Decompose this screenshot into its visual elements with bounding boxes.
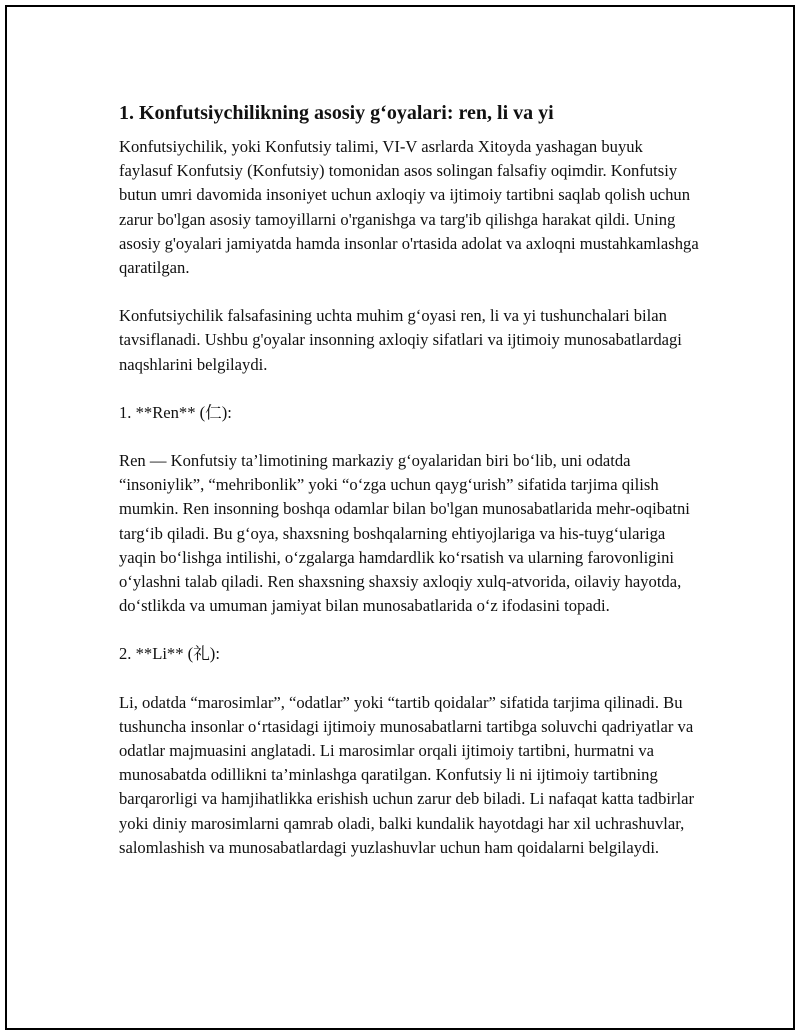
document-content — [119, 99, 699, 884]
document-title: 1. Konfutsiychilikning asosiy g‘oyalari: ren, li va yi — [119, 102, 554, 124]
paragraph-intro: Konfutsiychilik, yoki Konfutsiy talimi, VI-V asrlarda Xitoyda yashagan buyuk faylasuf Konfutsiy (Konfutsiy) tomonidan asos solingan falsafiy oqimdir. Konfutsiy butun umri davomida insoniyet uchun axloqiy va ijtimoiy tartibni saqlab qolish uchun zarur bo'lgan asosiy tamoyillarni o'rganishga va targ'ib qilishga harakat qildi. Uning asosiy g'oyalari jamiyatda hamda insonlar o'rtasida adolat va axloqni mustahkamlashga qaratilgan. — [119, 137, 699, 278]
section-heading-li: 2. **Li** (礼): — [119, 644, 220, 664]
section-heading-ren: 1. **Ren** (仁): — [119, 402, 232, 422]
paragraph-three-ideas: Konfutsiychilik falsafasining uchta muhim g‘oyasi ren, li va yi tushunchalari bilan tavsiflanadi. Ushbu g'oyalar insonning axloqiy sifatlari va ijtimoiy munosabatlardagi naqshlarini belgilaydi. — [119, 306, 682, 374]
document-page — [5, 5, 795, 1030]
paragraph-li: Li, odatda “marosimlar”, “odatlar” yoki “tartib qoidalar” sifatida tarjima qilinadi. Bu tushuncha insonlar o‘rtasidagi ijtimoiy munosabatlarni tartibga soluvchi qadriyatlar va odatlar majmuasini anglatadi. Li marosimlar orqali ijtimoiy tartibni, hurmatni va munosabatda odillikni ta’minlashga qaratilgan. Konfutsiy li ni ijtimoiy tartibning barqarorligi va hamjihatlikka erishish uchun zarur deb biladi. Li nafaqat katta tadbirlar yoki diniy marosimlarni qamrab oladi, balki kundalik hayotdagi har xil uchrashuvlar, salomlashish va munosabatlardagi yuzlashuvlar uchun ham qoidalarni belgilaydi. — [119, 692, 695, 857]
paragraph-ren: Ren — Konfutsiy ta’limotining markaziy g‘oyalaridan biri bo‘lib, uni odatda “insoniylik”, “mehribonlik” yoki “o‘zga uchun qayg‘urish” sifatida tarjima qilish mumkin. Ren insonning boshqa odamlar bilan bo'lgan munosabatlarida mehr-oqibatni targ‘ib qiladi. Bu g‘oya, shaxsning boshqalarning ehtiyojlariga va his-tuyg‘ulariga yaqin bo‘lishga intilishi, o‘zgalarga hamdardlik ko‘rsatish va ularning farovonligini o‘ylashni talab qiladi. Ren shaxsning shaxsiy axloqiy xulq-atvorida, oilaviy hayotda, do‘stlikda va umuman jamiyat bilan munosabatlarida o‘z ifodasini topadi. — [119, 451, 690, 616]
